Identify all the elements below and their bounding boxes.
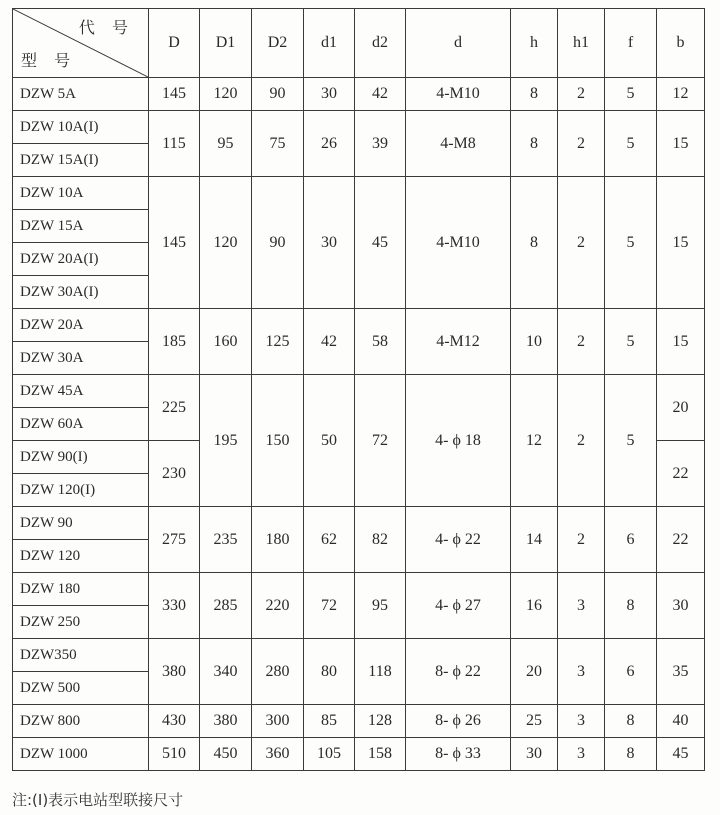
model-cell: DZW 180 — [13, 573, 149, 606]
model-cell: DZW 15A — [13, 210, 149, 243]
footnote: 注:(I)表示电站型联接尺寸 — [12, 791, 184, 809]
value-cell: 145 — [149, 78, 200, 111]
value-cell: 50 — [304, 375, 355, 507]
header-row — [13, 9, 705, 78]
value-cell: 58 — [355, 309, 406, 375]
value-cell: 2 — [558, 177, 605, 309]
value-cell: 220 — [252, 573, 304, 639]
table-row — [13, 78, 705, 111]
column-header: d2 — [355, 9, 406, 78]
model-cell: DZW 250 — [13, 606, 149, 639]
value-cell: 30 — [657, 573, 705, 639]
value-cell: 26 — [304, 111, 355, 177]
table-row — [13, 573, 705, 606]
corner-label-model: 型 号 — [21, 51, 77, 70]
model-cell: DZW350 — [13, 639, 149, 672]
value-cell: 4-M12 — [406, 309, 511, 375]
value-cell: 15 — [657, 111, 705, 177]
value-cell: 8- ϕ 33 — [406, 738, 511, 771]
value-cell: 3 — [558, 738, 605, 771]
value-cell: 4- ϕ 18 — [406, 375, 511, 507]
model-cell: DZW 10A — [13, 177, 149, 210]
model-cell: DZW 1000 — [13, 738, 149, 771]
value-cell: 2 — [558, 111, 605, 177]
model-cell: DZW 500 — [13, 672, 149, 705]
value-cell: 5 — [605, 177, 657, 309]
column-header: h — [511, 9, 558, 78]
column-header: b — [657, 9, 705, 78]
column-header: D2 — [252, 9, 304, 78]
value-cell: 90 — [252, 177, 304, 309]
value-cell: 5 — [605, 375, 657, 507]
value-cell: 75 — [252, 111, 304, 177]
table-row — [13, 705, 705, 738]
value-cell: 145 — [149, 177, 200, 309]
value-cell: 235 — [200, 507, 252, 573]
value-cell: 300 — [252, 705, 304, 738]
value-cell: 5 — [605, 111, 657, 177]
value-cell: 2 — [558, 375, 605, 507]
table-row — [13, 309, 705, 342]
value-cell: 82 — [355, 507, 406, 573]
value-cell: 195 — [200, 375, 252, 507]
model-cell: DZW 45A — [13, 375, 149, 408]
value-cell: 95 — [200, 111, 252, 177]
value-cell: 30 — [304, 177, 355, 309]
value-cell: 25 — [511, 705, 558, 738]
value-cell: 6 — [605, 639, 657, 705]
corner-header-cell — [13, 9, 149, 78]
value-cell: 3 — [558, 705, 605, 738]
value-cell: 3 — [558, 573, 605, 639]
value-cell: 230 — [149, 441, 200, 507]
model-cell: DZW 10A(I) — [13, 111, 149, 144]
model-cell: DZW 30A(I) — [13, 276, 149, 309]
value-cell: 118 — [355, 639, 406, 705]
value-cell: 185 — [149, 309, 200, 375]
model-cell: DZW 120 — [13, 540, 149, 573]
dimension-table — [12, 8, 705, 771]
column-header: f — [605, 9, 657, 78]
value-cell: 85 — [304, 705, 355, 738]
value-cell: 8 — [511, 177, 558, 309]
value-cell: 72 — [355, 375, 406, 507]
model-cell: DZW 120(I) — [13, 474, 149, 507]
value-cell: 15 — [657, 309, 705, 375]
value-cell: 45 — [355, 177, 406, 309]
value-cell: 115 — [149, 111, 200, 177]
value-cell: 158 — [355, 738, 406, 771]
value-cell: 45 — [657, 738, 705, 771]
model-cell: DZW 90(I) — [13, 441, 149, 474]
value-cell: 22 — [657, 507, 705, 573]
value-cell: 72 — [304, 573, 355, 639]
value-cell: 95 — [355, 573, 406, 639]
value-cell: 105 — [304, 738, 355, 771]
value-cell: 35 — [657, 639, 705, 705]
value-cell: 510 — [149, 738, 200, 771]
model-cell: DZW 60A — [13, 408, 149, 441]
value-cell: 12 — [657, 78, 705, 111]
value-cell: 360 — [252, 738, 304, 771]
value-cell: 80 — [304, 639, 355, 705]
model-cell: DZW 15A(I) — [13, 144, 149, 177]
value-cell: 90 — [252, 78, 304, 111]
table-row — [13, 375, 705, 408]
value-cell: 6 — [605, 507, 657, 573]
corner-label-code: 代 号 — [78, 18, 134, 37]
value-cell: 5 — [605, 78, 657, 111]
value-cell: 5 — [605, 309, 657, 375]
value-cell: 225 — [149, 375, 200, 441]
value-cell: 22 — [657, 441, 705, 507]
value-cell: 8- ϕ 26 — [406, 705, 511, 738]
column-header: d — [406, 9, 511, 78]
value-cell: 20 — [511, 639, 558, 705]
value-cell: 40 — [657, 705, 705, 738]
value-cell: 12 — [511, 375, 558, 507]
value-cell: 120 — [200, 177, 252, 309]
value-cell: 20 — [657, 375, 705, 441]
value-cell: 42 — [304, 309, 355, 375]
value-cell: 16 — [511, 573, 558, 639]
value-cell: 8 — [605, 573, 657, 639]
value-cell: 275 — [149, 507, 200, 573]
value-cell: 8- ϕ 22 — [406, 639, 511, 705]
value-cell: 4-M10 — [406, 177, 511, 309]
value-cell: 180 — [252, 507, 304, 573]
value-cell: 62 — [304, 507, 355, 573]
value-cell: 8 — [511, 78, 558, 111]
model-cell: DZW 30A — [13, 342, 149, 375]
column-header: D1 — [200, 9, 252, 78]
value-cell: 160 — [200, 309, 252, 375]
value-cell: 340 — [200, 639, 252, 705]
value-cell: 285 — [200, 573, 252, 639]
value-cell: 39 — [355, 111, 406, 177]
value-cell: 2 — [558, 309, 605, 375]
table-row — [13, 507, 705, 540]
value-cell: 4- ϕ 27 — [406, 573, 511, 639]
model-cell: DZW 20A(I) — [13, 243, 149, 276]
value-cell: 4- ϕ 22 — [406, 507, 511, 573]
value-cell: 450 — [200, 738, 252, 771]
column-header: h1 — [558, 9, 605, 78]
table-row — [13, 639, 705, 672]
value-cell: 128 — [355, 705, 406, 738]
table-row — [13, 111, 705, 144]
value-cell: 120 — [200, 78, 252, 111]
value-cell: 2 — [558, 78, 605, 111]
value-cell: 430 — [149, 705, 200, 738]
model-cell: DZW 20A — [13, 309, 149, 342]
value-cell: 2 — [558, 507, 605, 573]
column-header: d1 — [304, 9, 355, 78]
value-cell: 14 — [511, 507, 558, 573]
column-header: D — [149, 9, 200, 78]
value-cell: 4-M8 — [406, 111, 511, 177]
value-cell: 30 — [304, 78, 355, 111]
value-cell: 125 — [252, 309, 304, 375]
table-row — [13, 177, 705, 210]
value-cell: 380 — [200, 705, 252, 738]
value-cell: 8 — [605, 738, 657, 771]
value-cell: 42 — [355, 78, 406, 111]
value-cell: 3 — [558, 639, 605, 705]
value-cell: 30 — [511, 738, 558, 771]
model-cell: DZW 90 — [13, 507, 149, 540]
value-cell: 8 — [511, 111, 558, 177]
value-cell: 8 — [605, 705, 657, 738]
value-cell: 15 — [657, 177, 705, 309]
value-cell: 330 — [149, 573, 200, 639]
value-cell: 150 — [252, 375, 304, 507]
value-cell: 380 — [149, 639, 200, 705]
model-cell: DZW 800 — [13, 705, 149, 738]
model-cell: DZW 5A — [13, 78, 149, 111]
value-cell: 10 — [511, 309, 558, 375]
value-cell: 280 — [252, 639, 304, 705]
table-row — [13, 738, 705, 771]
value-cell: 4-M10 — [406, 78, 511, 111]
